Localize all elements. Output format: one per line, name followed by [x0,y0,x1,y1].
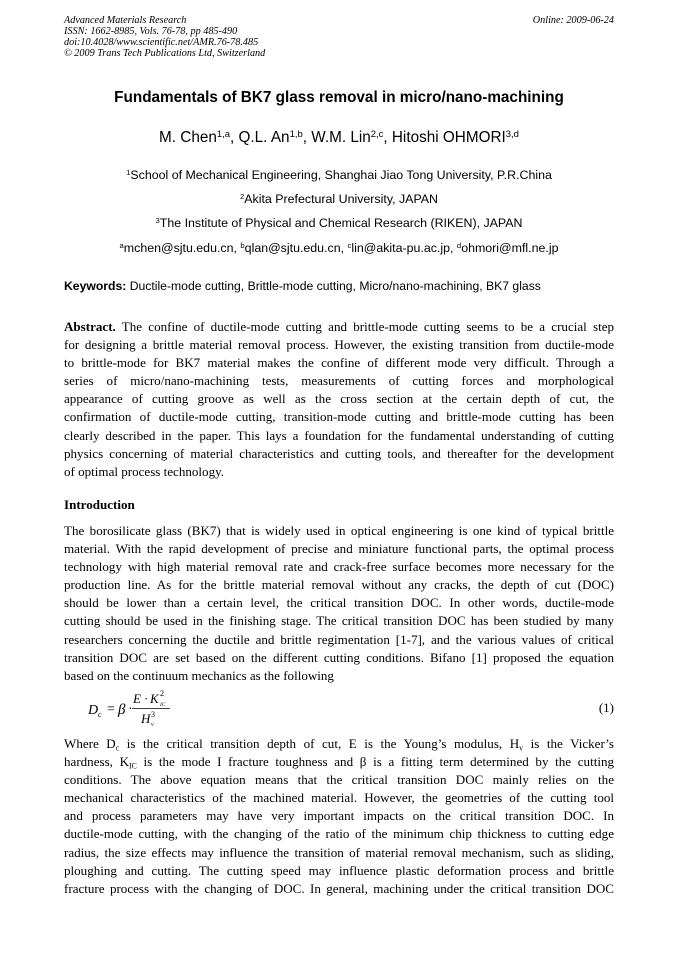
body-line: should be lower than a certain level, the critical transition DOC. In other words, ductile-mode [64,595,614,611]
abstract-line: appearance of cutting groove as well as the cross section at the certain depth of cut, the [64,391,614,407]
affiliation-1: $^1$School of Mechanical Engineering, Shanghai Jiao Tong University, P.R.China [126,167,552,182]
body-line: ductile-mode cutting, with the changing of the ratio of the minimum chip thickness to cutting edge [64,826,614,842]
body-line: cutting should be used in the finishing stage. The critical transition DOC has been studied by many [64,613,614,629]
affiliation-2: $^2$Akita Prefectural University, JAPAN [240,191,438,206]
abstract-line: of optimal process technology. [64,463,225,479]
eq-den-h-sub: v [151,722,154,728]
eq-den-h: H [141,711,151,726]
author: W.M. Lin$^{2,c}$ [311,128,384,146]
equation-number: (1) [598,700,614,715]
eq-beta: β [118,702,126,718]
abstract-line: clearly described in the paper. This lays a foundation for the fundamental understanding of cutting [64,427,614,443]
keywords-text: Ductile-mode cutting, Brittle-mode cutting, Micro/nano-machining, BK7 glass [129,279,541,293]
affiliation-3: $^3$The Institute of Physical and Chemical Research (RIKEN), JAPAN [155,215,523,230]
eq-num-e: E [133,691,141,706]
equation-formula [88,689,198,729]
body-line: and process parameters may have very important impacts on the critical transition DOC. In [64,808,614,824]
body-line: Where $D_c$ is the critical transition depth of cut, E is the Young’s modulus, $H_v$ is the Vicker’s [64,736,614,753]
body-line: mechanical characteristics of the machined material. However, the geometries of the cutting tool [64,790,614,806]
keywords [64,279,541,293]
eq-lhs: D [88,703,99,718]
body-line: ploughing and cutting. The cutting speed may influence plastic deformation process and brittle [64,862,614,878]
body-line: based on the continuum mechanics as the following [64,667,334,683]
eq-num-dot: · [144,691,149,706]
email-list: $^a$mchen@sjtu.edu.cn, $^b$qlan@sjtu.edu.cn, $^c$lin@akita-pu.ac.jp, $^d$ohmori@mfl.ne.jp [119,240,559,255]
email-link[interactable]: $^d$ohmori@mfl.ne.jp [456,240,559,255]
body-line: fracture process with the changing of DOC. In general, machining under the critical transition DOC [64,880,614,896]
email-link[interactable]: $^c$lin@akita-pu.ac.jp [347,240,451,255]
keywords-label: Keywords: [64,279,127,293]
author-list: M. Chen$^{1,a}$, Q.L. An$^{1,b}$, W.M. Lin$^{2,c}$, Hitoshi OHMORI$^{3,d}$ [159,128,519,146]
eq-num-k-sub: IC [160,702,166,708]
copyright-line: © 2009 Trans Tech Publications Ltd, Switzerland [64,48,266,59]
eq-den-h-sup: 3 [151,710,155,719]
issn-line: ISSN: 1662-8985, Vols. 76-78, pp 485-490 [64,26,238,37]
body-line: radius, the size effects may influence the transition of material removal mechanism, such as sliding, [64,844,614,860]
abstract-line: to brittle-mode for BK7 material makes the confine of different mode very difficult. Through a [64,355,614,371]
body-line: The borosilicate glass (BK7) that is widely used in optical engineering is one kind of typical brittle [64,523,614,538]
eq-num-k: K [150,691,159,706]
abstract-line: confirmation of ductile-mode cutting, transition-mode cutting and brittle-mode cutting has been [64,409,614,425]
equation-1 [88,689,614,729]
author: Hitoshi OHMORI$^{3,d}$ [391,128,519,146]
subscript: v [519,743,524,753]
paper-title: Fundamentals of BK7 glass removal in micro/nano-machining [114,89,564,106]
eq-dot: · [128,702,133,717]
journal-header [64,15,265,59]
body-line: hardness, $K_{IC}$ is the mode I fracture toughness and β is a fitting term determined by the cutting [64,754,614,771]
eq-lhs-sub: c [98,710,102,719]
abstract-label: Abstract. [64,319,116,334]
introduction-paragraph [64,522,614,685]
email-link[interactable]: $^b$qlan@sjtu.edu.cn [240,240,341,255]
journal-name: Advanced Materials Research [64,15,187,26]
body-line: researchers concerning the ductile and brittle regimentation [1-7], and the various values of critical [64,631,614,647]
section-heading-introduction: Introduction [64,497,135,512]
abstract-line: physics concerning of material characteristics and cutting tools, and thereafter for the development [64,445,614,461]
subscript: IC [129,761,137,771]
doi-line: doi:10.4028/www.scientific.net/AMR.76-78.485 [64,37,259,48]
body-paragraph-2 [64,735,614,898]
body-line: production line. As for the brittle material removal without any cracks, the depth of cut (DOC) [64,577,614,593]
eq-num-k-sup: 2 [160,689,164,698]
abstract-line: series of micro/nano-machining tests, measurements of cutting forces and morphological [64,373,614,389]
subscript: c [115,743,120,753]
body-line: material. With the rapid development of precise and miniature functional parts, the optimal process [64,541,614,557]
body-line: transition DOC are set based on the different cutting conditions. Bifano [1] proposed the equation [64,649,614,665]
abstract [64,318,614,481]
online-date: Online: 2009-06-24 [532,15,614,26]
author: Q.L. An$^{1,b}$ [238,128,303,146]
eq-equals: = [107,702,115,717]
body-line: conditions. The above equation means that the critical transition DOC mainly relies on the [64,772,614,788]
abstract-line: Abstract. The confine of ductile-mode cutting and brittle-mode cutting seems to be a crucial step [64,319,615,334]
email-link[interactable]: $^a$mchen@sjtu.edu.cn [119,240,234,255]
body-line: technology with high material removal rate and crack-free surface becomes more necessary for the [64,559,614,575]
abstract-line: for designing a brittle material removal process. However, the existing transition from ductile-mode [64,337,614,353]
author: M. Chen$^{1,a}$ [159,128,231,146]
